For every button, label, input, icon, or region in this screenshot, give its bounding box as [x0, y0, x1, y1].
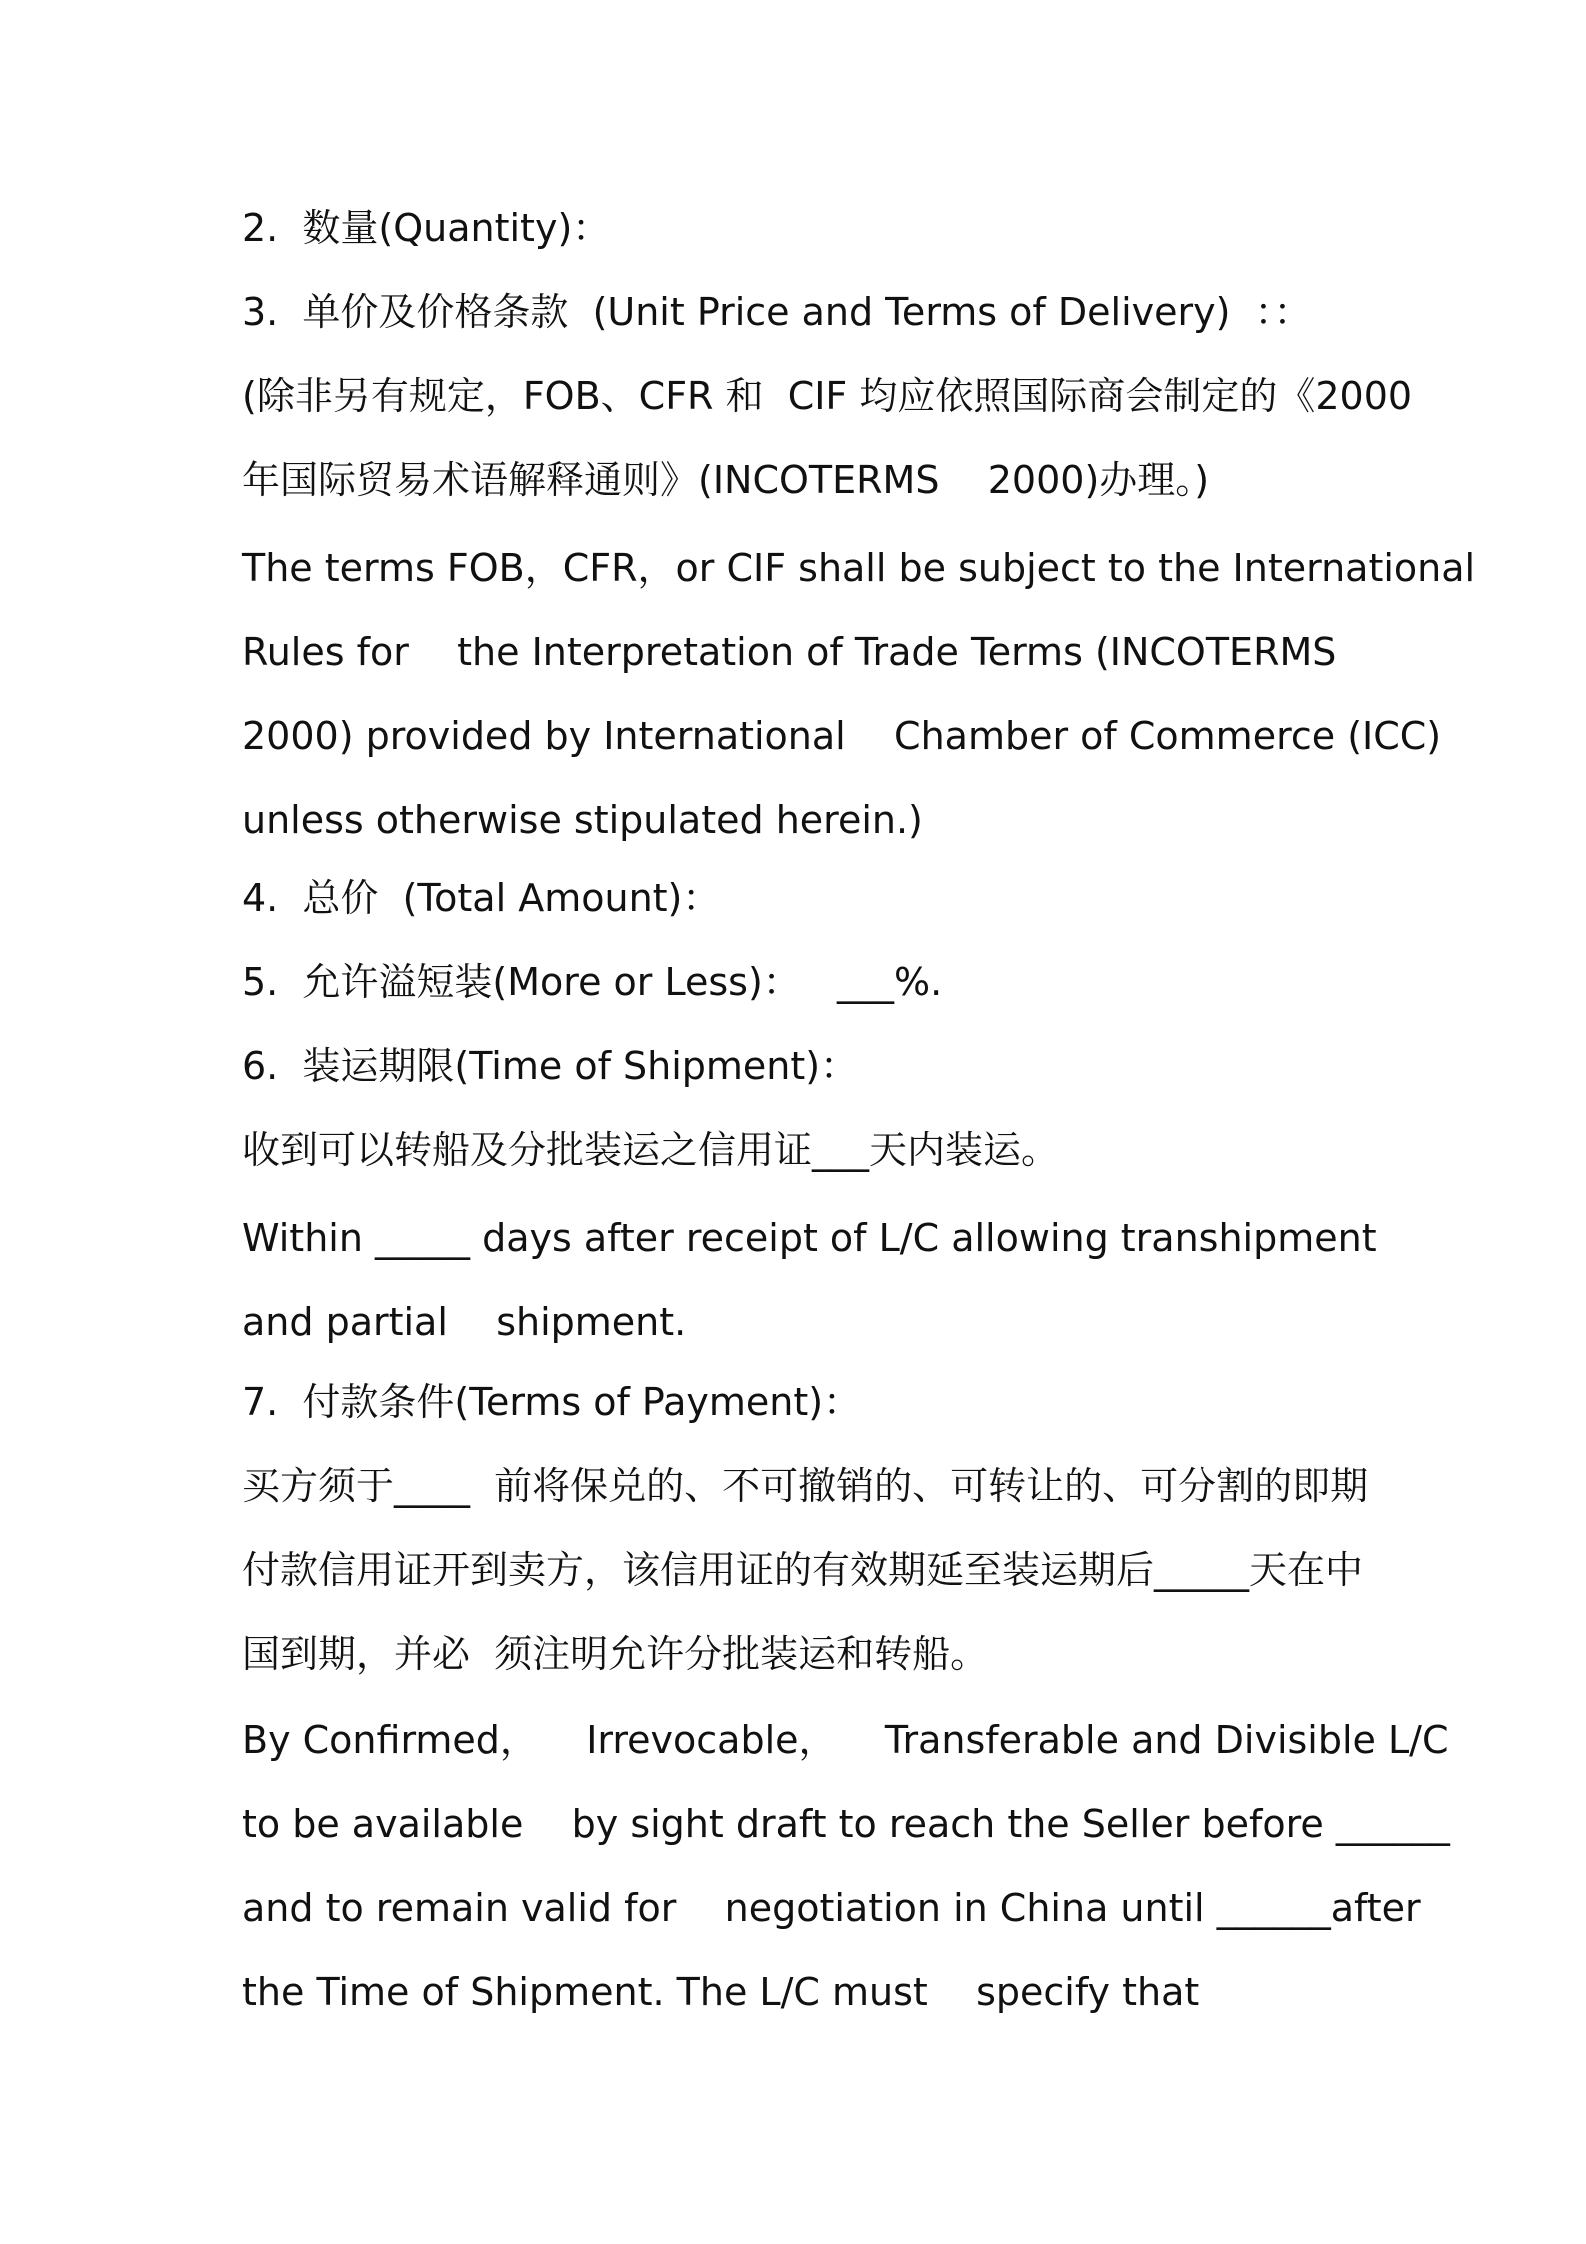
section-6-time-of-shipment: 6. 装运期限(Time of Shipment)： [242, 1044, 859, 1088]
section-7-cn-line-2: 付款信用证开到卖方，该信用证的有效期延至装运期后_____天在中 [242, 1548, 1364, 1592]
section-7-terms-of-payment: 7. 付款条件(Terms of Payment)： [242, 1380, 862, 1424]
section-3-note-cn-line-1: (除非另有规定，FOB、CFR 和 CIF 均应依照国际商会制定的《2000 [242, 374, 1413, 418]
section-4-total-amount: 4. 总价 (Total Amount)： [242, 876, 721, 920]
section-6-en-line-1: Within _____ days after receipt of L/C allowing transhipment [242, 1216, 1377, 1260]
section-3-note-en-line-4: unless otherwise stipulated herein.) [242, 798, 923, 842]
section-3-unit-price: 3. 单价及价格条款 (Unit Price and Terms of Delivery) ：： [242, 290, 1312, 334]
section-7-en-line-2: to be available by sight draft to reach the Seller before ______ [242, 1802, 1450, 1846]
section-7-cn-line-1: 买方须于____ 前将保兑的、不可撤销的、可转让的、可分割的即期 [242, 1464, 1369, 1508]
section-3-note-en-line-2: Rules for the Interpretation of Trade Terms (INCOTERMS [242, 630, 1337, 674]
section-7-en-line-3: and to remain valid for negotiation in China until ______after [242, 1886, 1421, 1930]
section-7-en-line-1: By Confirmed， Irrevocable， Transferable and Divisible L/C [242, 1718, 1449, 1762]
section-2-quantity: 2. 数量(Quantity)： [242, 206, 611, 250]
section-7-cn-line-3: 国到期，并必 须注明允许分批装运和转船。 [242, 1632, 989, 1676]
section-3-note-cn-line-2: 年国际贸易术语解释通则》(INCOTERMS 2000)办理。) [242, 458, 1210, 502]
section-6-cn-text: 收到可以转船及分批装运之信用证___天内装运。 [242, 1128, 1060, 1172]
section-7-en-line-4: the Time of Shipment. The L/C must specify that [242, 1970, 1200, 2014]
section-3-note-en-line-3: 2000) provided by International Chamber of Commerce (ICC) [242, 714, 1442, 758]
section-6-en-line-2: and partial shipment. [242, 1300, 687, 1344]
section-3-note-en-line-1: The terms FOB，CFR，or CIF shall be subject to the International [242, 546, 1476, 590]
section-5-more-or-less: 5. 允许溢短装(More or Less)： ___%. [242, 960, 943, 1004]
